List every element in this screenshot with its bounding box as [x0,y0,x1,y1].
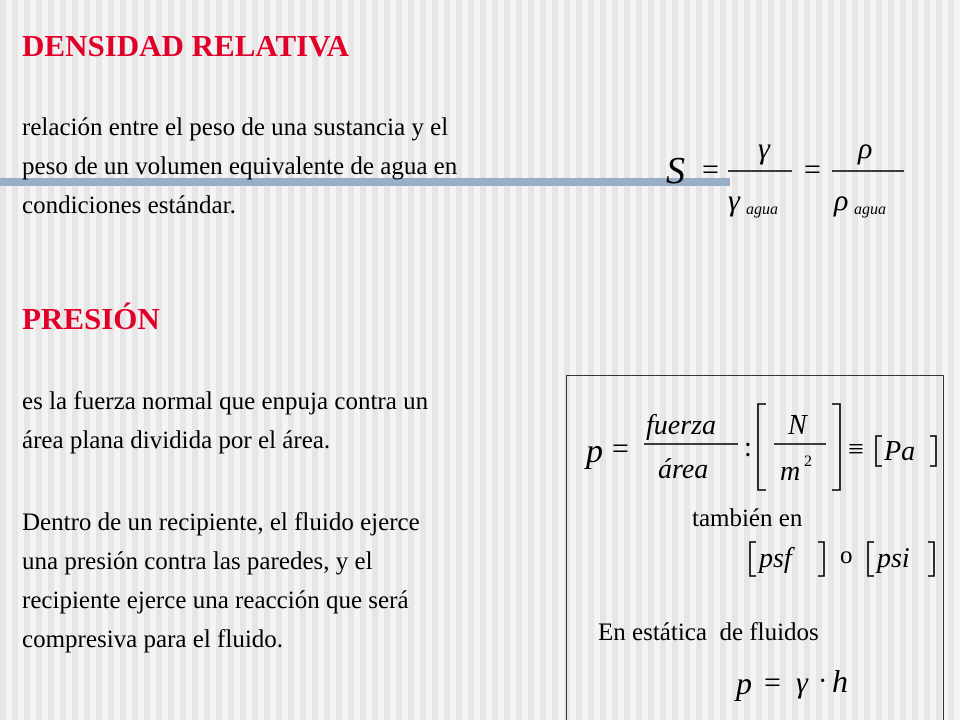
static-gamma: γ [796,666,808,699]
psf-text: psf [759,543,792,574]
unit-denominator-m: m [780,456,801,487]
psf-left-bracket [750,542,756,576]
pressure-numerator-fuerza: fuerza [646,410,716,441]
static-lhs-p: p [736,665,752,701]
pressure-definition: es la fuerza normal que enpuja contra un área plana dividida por el área. [22,388,429,454]
unit-numerator-n: N [788,410,807,441]
pressure-denominator-area: área [658,454,709,485]
pressure-lhs-p: p [586,433,603,470]
pressure-container-text: Dentro de un recipiente, el fluido ejerce una presión contra las paredes, y el recipiente ejerce una reacción que será compresiva para el fluido. [22,509,420,653]
pa-right-bracket [930,436,936,466]
formula-denominator-rho: ρ [834,184,849,217]
pressure-formula [580,398,940,494]
unit-pa: Pa [884,436,916,467]
or-label: o [840,542,853,569]
unit-exponent-2: 2 [804,453,812,470]
static-h: h [832,663,848,699]
pa-left-bracket [876,436,882,466]
formula-denominator-gamma: γ [728,184,740,217]
density-formula [660,128,920,224]
static-fluids-label: En estática de fluidos [598,619,819,646]
also-in-label: también en [692,505,803,532]
formula-lhs-s: S [666,150,685,192]
psi-text: psi [877,543,910,574]
static-equals: = [764,666,781,699]
formula-numerator-gamma: γ [758,132,770,165]
unit-left-bracket [758,404,766,490]
psi-right-bracket [928,542,934,576]
density-description: relación entre el peso de una sustancia y el peso de un volumen equivalente de agua en condiciones estándar. [22,114,458,219]
static-dot: · [818,666,828,697]
pressure-title: PRESIÓN [22,301,160,336]
psf-right-bracket [818,542,824,576]
static-formula [734,660,864,706]
formula-denominator-sub-agua-2: agua [854,201,886,218]
unit-right-bracket [832,404,840,490]
pressure-colon: : [744,432,752,463]
unit-psi [866,538,942,580]
unit-psf [748,538,834,580]
formula-equals-2: = [804,153,821,186]
psi-left-bracket [868,542,874,576]
density-title: DENSIDAD RELATIVA [22,28,350,63]
equivalent-sign: ≡ [848,434,864,465]
formula-numerator-rho: ρ [858,132,873,165]
pressure-equals: = [612,432,629,465]
formula-equals-1: = [702,153,719,186]
formula-denominator-sub-agua: agua [746,201,778,218]
